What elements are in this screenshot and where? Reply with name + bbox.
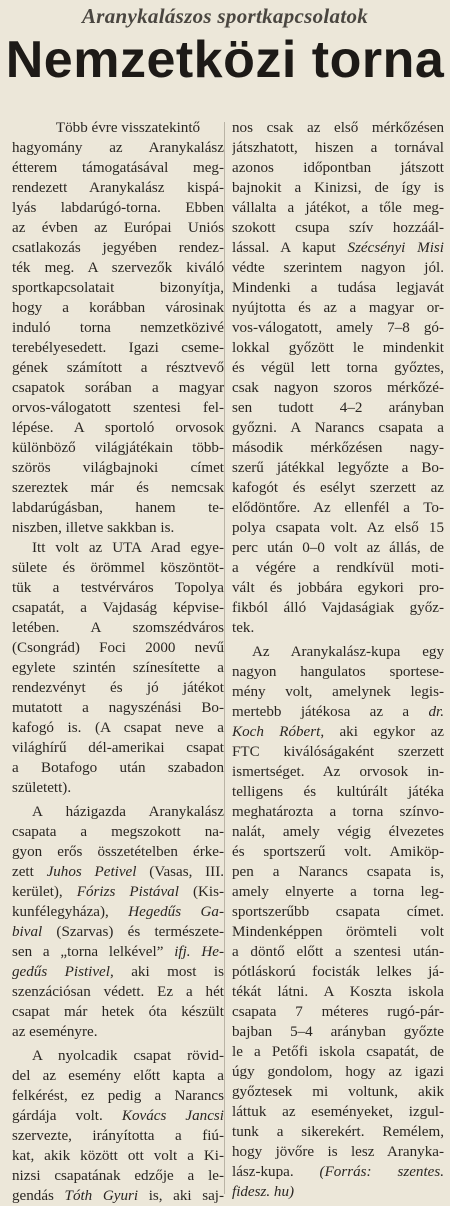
- text-line: nizsi csapatának edzője a le-: [12, 1168, 224, 1184]
- article-column-right: [232, 118, 444, 1202]
- text-line: az eseményre.: [12, 1024, 98, 1040]
- text-line: kerület), Fórizs Pistával (Kis-: [12, 884, 224, 900]
- text-line: Az Aranykalász-kupa egy: [252, 644, 444, 660]
- text-line: lépése. A sportoló orvosok: [12, 420, 224, 436]
- text-line: szenzációsan védett. Ez a hét: [12, 984, 224, 1000]
- text-line: Mindenki a tudása legjavát: [232, 280, 444, 296]
- text-line: telligens és kultúrált játéka: [232, 784, 444, 800]
- text-line: győzni. A Narancs csapata a: [232, 420, 444, 436]
- text-line: kafogó is. (A csapat neve a: [12, 720, 224, 736]
- text-line: rendezvényt és jó játékot: [12, 680, 224, 696]
- text-line: polya csapata volt. Az első 15: [232, 520, 444, 536]
- text-line: nagyon hangulatos sportese-: [232, 664, 444, 680]
- text-line: gedűs Pistivel, aki most is: [12, 964, 224, 980]
- text-line: nos csak az első mérkőzésen: [232, 120, 444, 136]
- text-line: meghatározta a torna színvo-: [232, 804, 444, 820]
- text-line: nalát, amely végig élvezetes: [232, 824, 444, 840]
- text-line: Koch Róbert, aki egykor az: [232, 724, 444, 740]
- text-line: Itt volt az UTA Arad egye-: [32, 540, 224, 556]
- text-line: elődöntőre. Az ellenfél a To-: [232, 500, 444, 516]
- kicker-subtitle: Aranykalászos sportkapcsolatok: [81, 4, 369, 28]
- text-line: orvos-válogatott szentesi fel-: [12, 400, 224, 416]
- text-line: amely elnyerte a torna leg-: [232, 884, 444, 900]
- text-line: csapat már hetek óta készült: [12, 1004, 224, 1020]
- text-line: bajnokit a Kinizsi, de így is: [232, 180, 444, 196]
- text-line: del az esemény előtt kapta a: [12, 1068, 224, 1084]
- text-line: világhírű dél-amerikai csapat: [12, 740, 224, 756]
- text-line: azonos időpontban játszott: [232, 160, 444, 176]
- text-line: bajban 5–4 arányban győzte: [232, 1024, 444, 1040]
- text-line: fikból álló Vajdaságiak győz-: [232, 600, 444, 616]
- text-line: pen a Narancs csapata is,: [232, 864, 444, 880]
- text-line: sen a „torna lelkével” ifj. He-: [12, 944, 224, 960]
- text-line: le a Petőfi iskola csapatát, de: [232, 1044, 444, 1060]
- text-line: a Botafogo után szabadon: [12, 760, 224, 776]
- text-line: (Csongrád) Foci 2000 nevű: [12, 640, 224, 656]
- text-line: Több évre visszatekintő: [55, 120, 201, 136]
- text-line: ismertséget. Az orvosok in-: [232, 764, 444, 780]
- text-line: úgy gondolom, hogy az igazi: [232, 1064, 444, 1080]
- text-line: lással. A kaput Szécsényi Misi: [232, 240, 444, 256]
- text-line: szereztek már és nemcsak: [12, 480, 224, 496]
- text-line: csapatát, a Vajdaság képvise-: [12, 600, 224, 616]
- text-line: felkérést, ez pedig a Narancs: [12, 1088, 224, 1104]
- text-line: Mindenképpen örömteli volt: [232, 924, 444, 940]
- text-line: szervezte, irányította a fiú-: [12, 1128, 224, 1144]
- text-line: tunk a sikerekért. Remélem,: [232, 1124, 444, 1140]
- text-line: letében. A szomszédváros: [12, 620, 224, 636]
- text-line: kat, akik között ott volt a Ki-: [12, 1148, 224, 1164]
- text-line: bival (Szarvas) és természete-: [12, 924, 224, 940]
- text-line: sportszerűbb csapata címet.: [232, 904, 444, 920]
- text-line: született).: [12, 780, 72, 796]
- text-line: gének számított a résztvevő: [12, 360, 224, 376]
- text-line: tek.: [232, 620, 255, 636]
- text-line: mertebb játékosa az a dr.: [232, 704, 444, 720]
- text-line: lyás labdarúgó-torna. Ebben: [12, 200, 224, 216]
- text-line: gárdája volt. Kovács Jancsi: [12, 1108, 224, 1124]
- text-line: sülete és örömmel köszöntöt-: [12, 560, 224, 576]
- text-line: induló torna nemzetközivé: [12, 320, 224, 336]
- text-line: szerű játékkal legyőzte a Bo-: [232, 460, 444, 476]
- text-line: sportkapcsolatait bizonyítja,: [12, 280, 224, 296]
- text-line: győztesek mi voltunk, akik: [232, 1084, 444, 1100]
- text-line: a döntő előtt a szentesi után-: [232, 944, 444, 960]
- text-line: védte szerintem nagyon jól.: [232, 260, 444, 276]
- text-line: niszben, illetve sakkban is.: [12, 520, 175, 536]
- text-line: csapata a megszokott na-: [12, 824, 224, 840]
- text-line: vos-válogatott, amely 7–8 gó-: [232, 320, 444, 336]
- text-line: csak nagyon szoros mérkőzé-: [232, 380, 444, 396]
- text-line: láttuk az eseményeket, izgul-: [232, 1104, 444, 1120]
- text-line: ték meg. A szervezők kiváló: [12, 260, 224, 276]
- text-line: FTC kiválóságaként szerzett: [232, 744, 444, 760]
- text-line: vált és jobbára egykori pro-: [232, 580, 444, 596]
- text-line: A nyolcadik csapat rövid-: [32, 1048, 224, 1064]
- text-line: tékát látni. A Koszta iskola: [232, 984, 444, 1000]
- text-line: szörös világbajnoki címet: [12, 460, 224, 476]
- text-line: csapata 7 méteres rugó-pár-: [232, 1004, 444, 1020]
- text-line: csapatok sorában a magyar: [12, 380, 224, 396]
- text-line: zett Juhos Petivel (Vasas, III.: [12, 864, 224, 880]
- text-line: az évben az Európai Uniós: [12, 220, 224, 236]
- text-line: kunfélegyháza), Hegedűs Ga-: [12, 904, 224, 920]
- text-line: és sportszerű volt. Amiköp-: [232, 844, 444, 860]
- text-line: hogy a korábban városinak: [12, 300, 224, 316]
- text-line: mutatott a nagyszénási Bo-: [12, 700, 224, 716]
- text-line: terebélyesedett. Igazi cseme-: [12, 340, 224, 356]
- text-line: szokott csupa szív hozzáál-: [232, 220, 444, 236]
- text-line: lász-kupa. (Forrás: szentes.: [232, 1164, 444, 1180]
- text-line: és végül lett torna győztes,: [232, 360, 444, 376]
- text-line: labdarúgásban, hanem te-: [12, 500, 224, 516]
- text-line: lokkal győzött le mindenkit: [232, 340, 444, 356]
- text-line: A házigazda Aranykalász: [32, 804, 224, 820]
- column-divider: [224, 122, 225, 1194]
- text-line: gyon erős összetételben érke-: [12, 844, 224, 860]
- text-line: pótláskorú focisták lelkes já-: [232, 964, 444, 980]
- text-line: sen tudott 4–2 arányban: [232, 400, 444, 416]
- text-line: játszhatott, hiszen a tornával: [232, 140, 444, 156]
- text-line: csatlakozás jegyében rendez-: [12, 240, 224, 256]
- text-line: vállalta a játékot, a tőle meg-: [232, 200, 444, 216]
- text-line: második mérkőzésen nagy-: [232, 440, 444, 456]
- text-line: tük a testvérváros Topolya: [12, 580, 224, 596]
- text-line: gendás Tóth Gyuri is, aki saj-: [12, 1188, 224, 1204]
- text-line: fidesz. hu): [232, 1184, 295, 1200]
- article-column-left: [12, 118, 224, 1206]
- text-line: mény volt, amelynek legis-: [232, 684, 444, 700]
- text-line: nyújtotta és az a magyar or-: [232, 300, 444, 316]
- article-headline: Nemzetközi torna: [5, 31, 445, 89]
- text-line: perc után 0–0 volt az állás, de: [232, 540, 444, 556]
- text-line: különböző világjátékain több-: [12, 440, 224, 456]
- text-line: étterem támogatásával meg-: [12, 160, 224, 176]
- text-line: hagyomány az Aranykalász: [12, 140, 224, 156]
- text-line: hogy jövőre is lesz Aranyka-: [232, 1144, 444, 1160]
- text-line: kafogót és esélyt szerzett az: [232, 480, 444, 496]
- text-line: egylete szintén színesítette a: [12, 660, 224, 676]
- text-line: rendezett Aranykalász kispá-: [12, 180, 224, 196]
- text-line: a végére a rendkívül moti-: [232, 560, 444, 576]
